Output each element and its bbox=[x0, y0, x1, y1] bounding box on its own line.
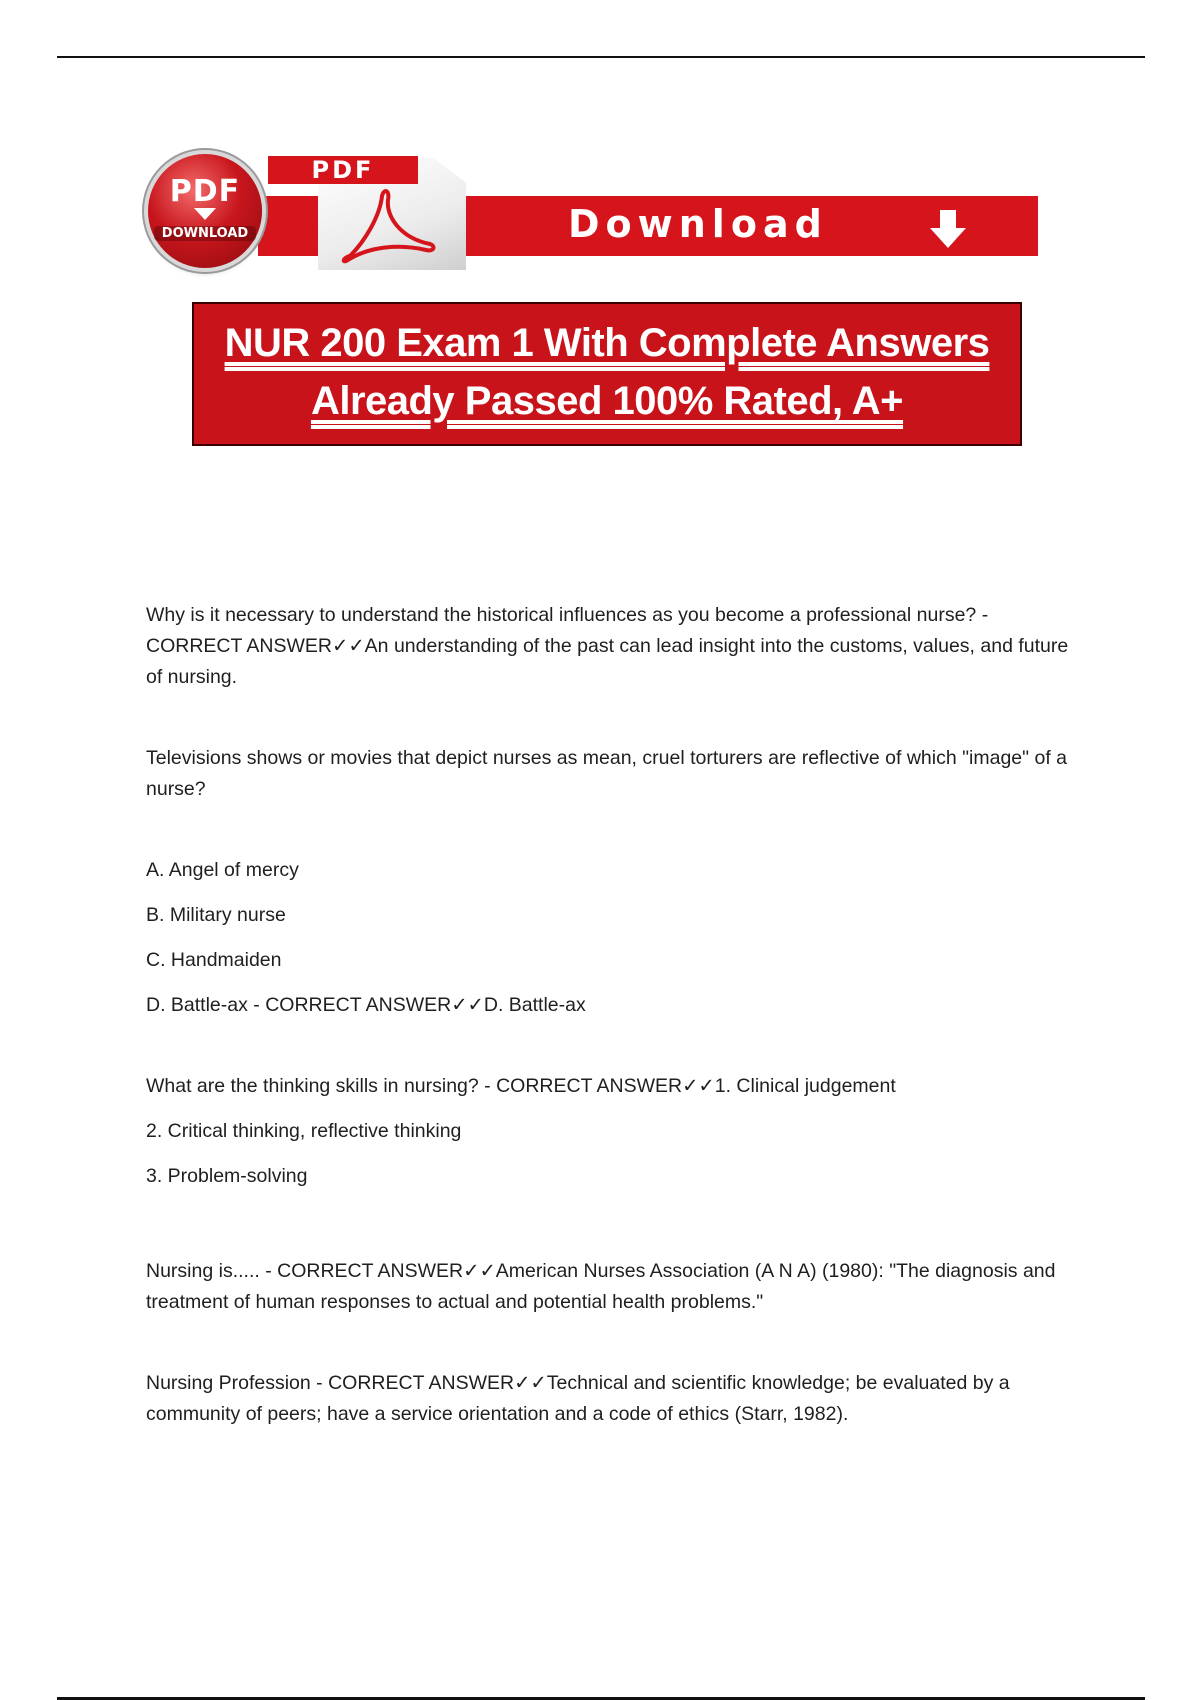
qa-item-3: What are the thinking skills in nursing? - CORRECT ANSWER✓✓1. Clinical judgement bbox=[146, 1075, 896, 1097]
badge-pdf-text: PDF bbox=[169, 174, 241, 209]
title-line-2: Already Passed 100% Rated, A+ bbox=[310, 379, 904, 423]
pdf-label: PDF bbox=[268, 156, 418, 184]
option-c: C. Handmaiden bbox=[146, 949, 282, 971]
qa-item-4: Nursing is..... - CORRECT ANSWER✓✓American Nurses Association (A N A) (1980): "The diagnosis and treatment of human responses to actual and potential health problems." bbox=[146, 1260, 1056, 1313]
option-a: A. Angel of mercy bbox=[146, 859, 299, 881]
qa-item-1: Why is it necessary to understand the historical influences as you become a professional nurse? - CORRECT ANSWER✓✓An understanding of the past can lead insight into the customs, values, and future of nursing. bbox=[146, 604, 1069, 688]
top-rule bbox=[57, 56, 1145, 58]
qa-item-2-question: Televisions shows or movies that depict nurses as mean, cruel torturers are reflective of which "image" of a nurse? bbox=[146, 747, 1067, 800]
download-banner[interactable] bbox=[148, 150, 1048, 270]
down-arrow-icon[interactable] bbox=[928, 208, 968, 250]
qa-content bbox=[146, 600, 1086, 1430]
document-title-box bbox=[192, 302, 1022, 446]
title-line-1: NUR 200 Exam 1 With Complete Answers bbox=[224, 321, 990, 365]
qa-item-5: Nursing Profession - CORRECT ANSWER✓✓Technical and scientific knowledge; be evaluated by a community of peers; have a service orientation and a code of ethics (Starr, 1982). bbox=[146, 1372, 1010, 1425]
option-b: B. Military nurse bbox=[146, 904, 286, 926]
badge-arrow-icon bbox=[194, 208, 216, 220]
qa-item-3-point-2: 2. Critical thinking, reflective thinking bbox=[146, 1120, 462, 1142]
pdf-download-badge-icon[interactable] bbox=[148, 154, 262, 268]
qa-item-3-point-3: 3. Problem-solving bbox=[146, 1165, 308, 1187]
download-label[interactable]: Download bbox=[568, 202, 828, 246]
acrobat-logo-icon bbox=[330, 186, 440, 266]
option-d-answer: D. Battle-ax - CORRECT ANSWER✓✓D. Battle-ax bbox=[146, 994, 586, 1016]
badge-download-text: DOWNLOAD bbox=[154, 226, 256, 241]
